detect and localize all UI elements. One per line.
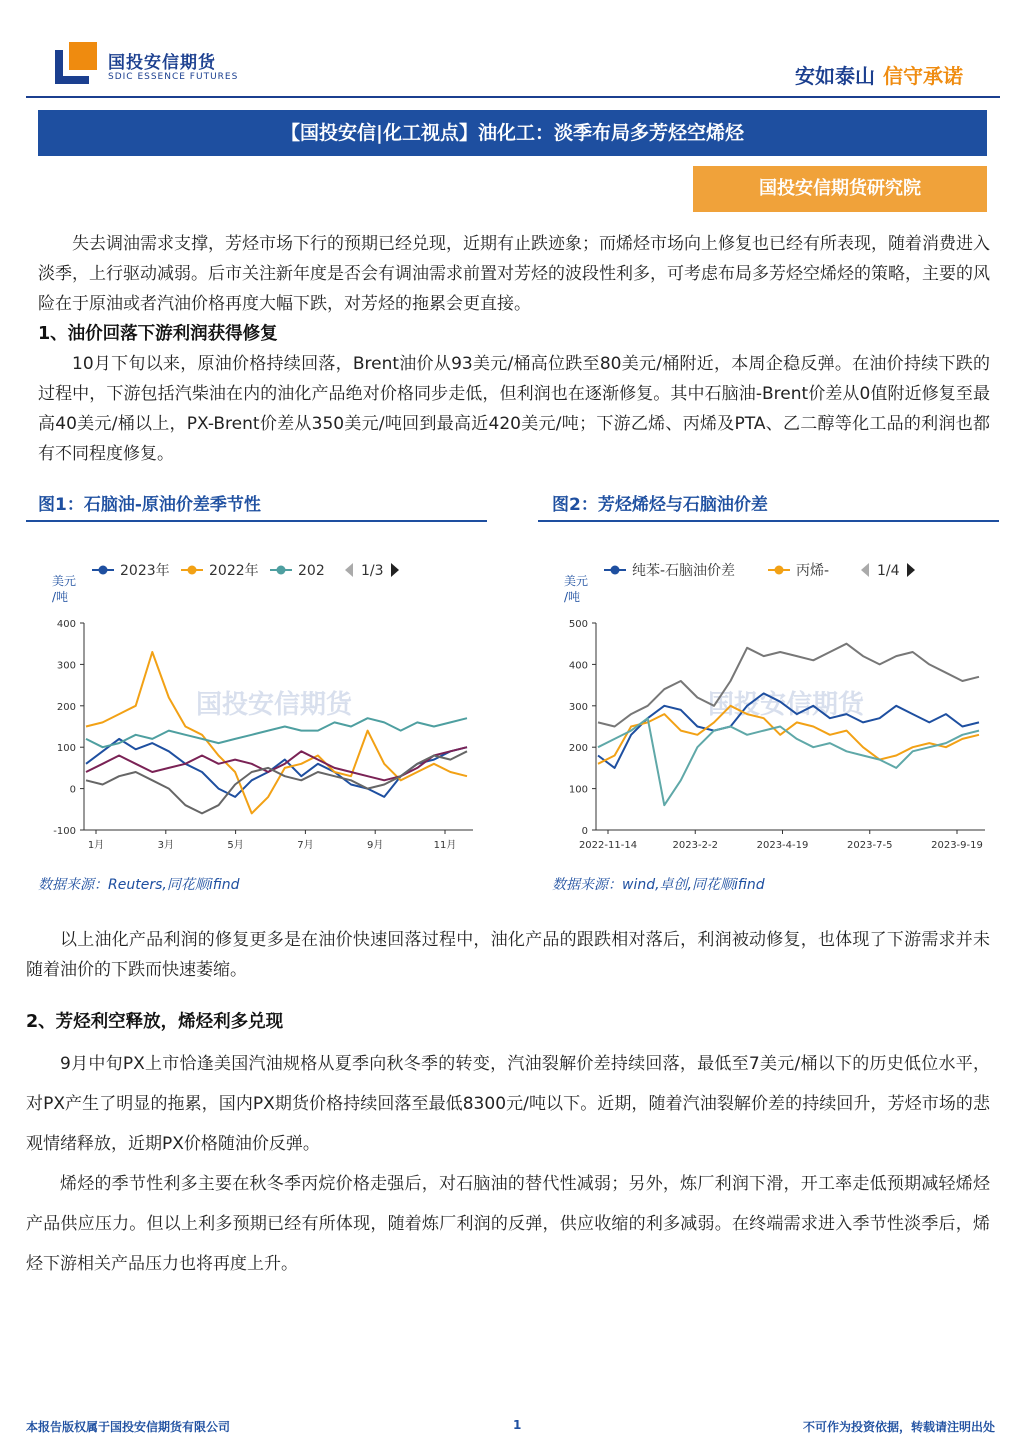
y-tick-label: 200	[56, 701, 76, 713]
y-tick-label: 100	[56, 743, 76, 755]
legend-marker	[611, 566, 620, 575]
x-tick-label: 2023-7-5	[847, 840, 893, 851]
y-unit-label: 美元	[564, 574, 589, 588]
y-tick-label: 300	[56, 660, 76, 672]
org-badge: 国投安信期货研究院	[693, 166, 987, 212]
pager-prev-icon	[345, 563, 353, 577]
x-tick-label: 2023-2-2	[672, 840, 718, 851]
figure1-title: 图1：石脑油-原油价差季节性	[38, 495, 261, 515]
pager-prev-icon	[861, 563, 869, 577]
footer-copyright: 本报告版权属于国投安信期货有限公司	[26, 1420, 231, 1434]
y-unit-label: 美元	[52, 574, 77, 588]
report-title: 【国投安信|化工视点】油化工：淡季布局多芳烃空烯烃	[38, 110, 987, 156]
pager-next-icon	[907, 563, 915, 577]
y-tick-label: 0	[581, 826, 588, 837]
legend-marker	[188, 566, 197, 575]
slogan	[795, 60, 963, 89]
y-tick-label: 500	[568, 619, 588, 630]
y-tick-label: 400	[568, 660, 588, 672]
figure2-rule	[538, 520, 999, 522]
figure2-source: 数据来源：wind,卓创,同花顺ifind	[552, 877, 765, 893]
legend-marker	[775, 566, 784, 575]
x-tick-label: 2023-9-19	[931, 840, 983, 851]
logo-subtext: SDIC ESSENCE FUTURES	[108, 72, 239, 82]
figure2-title: 图2：芳烃烯烃与石脑油价差	[552, 495, 768, 515]
legend-label: 2023年	[120, 563, 170, 579]
section1-paragraph: 10月下旬以来，原油价格持续回落，Brent油价从93美元/桶高位跌至80美元/桶附近，本周企稳反弹。在油价持续下跌的过程中，下游包括汽柴油在内的油化产品绝对价格同步走低，但利润也在逐渐修复。其中石脑油-Brent价差从0值附近修复至最高40美元/桶以上，PX-Brent价差从350美元/吨回到最高近420美元/吨；下游乙烯、丙烯及PTA、乙二醇等化工品的利润也都有不同程度修复。	[38, 354, 990, 464]
footer-disclaimer: 不可作为投资依据，转载请注明出处	[802, 1420, 995, 1434]
y-unit-label: /吨	[52, 590, 69, 604]
section2-paragraph1: 9月中旬PX上市恰逢美国汽油规格从夏季向秋冬季的转变，汽油裂解价差持续回落，最低至7美元/桶以下的历史低位水平，对PX产生了明显的拖累，国内PX期货价格持续回落至最低8300元/吨以下。近期，随着汽油裂解价差的持续回升，芳烃市场的悲观情绪释放，近期PX价格随油价反弹。	[26, 1054, 990, 1154]
watermark: 国投安信期货	[196, 690, 353, 720]
legend-label: 丙烯-	[796, 563, 830, 579]
slogan-part2: 信守承诺	[883, 64, 963, 88]
y-tick-label: 400	[56, 619, 76, 630]
logo-icon	[55, 42, 97, 84]
section2-heading: 2、芳烃利空释放，烯烃利多兑现	[26, 1012, 284, 1032]
header-divider	[26, 96, 1000, 98]
y-tick-label: 300	[568, 701, 588, 713]
legend-marker	[277, 566, 286, 575]
chart-aromatics-olefins-spread	[538, 545, 999, 865]
logo-text: 国投安信期货	[108, 53, 216, 73]
legend-label: 纯苯-石脑油价差	[632, 563, 736, 579]
legend-label: 202	[298, 563, 325, 579]
watermark: 国投安信期货	[708, 690, 865, 720]
section2-paragraph2: 烯烃的季节性利多主要在秋冬季丙烷价格走强后，对石脑油的替代性减弱；另外，炼厂利润下滑，开工率走低预期减轻烯烃产品供应压力。但以上利多预期已经有所体现，随着炼厂利润的反弹，供应收缩的利多减弱。在终端需求进入季节性淡季后，烯烃下游相关产品压力也将再度上升。	[26, 1174, 990, 1274]
series-line	[86, 652, 467, 813]
x-tick-label: 9月	[367, 840, 384, 851]
series-line	[86, 718, 467, 747]
x-tick-label: 5月	[227, 840, 244, 851]
x-tick-label: 11月	[433, 840, 457, 851]
figure1-rule	[26, 520, 487, 522]
page-number: 1	[513, 1418, 522, 1432]
x-tick-label: 1月	[87, 840, 105, 851]
legend-pager: 1/3	[361, 563, 384, 579]
y-tick-label: 100	[568, 784, 588, 796]
y-tick-label: 200	[568, 743, 588, 755]
x-tick-label: 3月	[157, 840, 174, 851]
legend-pager: 1/4	[877, 563, 900, 579]
x-tick-label: 2022-11-14	[578, 840, 638, 851]
y-tick-label: 0	[69, 784, 76, 796]
chart-naphtha-crude-spread	[26, 545, 487, 865]
y-tick-label: -100	[53, 826, 76, 837]
intro-paragraph: 失去调油需求支撑，芳烃市场下行的预期已经兑现，近期有止跌迹象；而烯烃市场向上修复也已经有所表现，随着消费进入淡季，上行驱动减弱。后市关注新年度是否会有调油需求前置对芳烃的波段性利多，可考虑布局多芳烃空烯烃的策略，主要的风险在于原油或者汽油价格再度大幅下跌，对芳烃的拖累会更直接。	[38, 234, 990, 314]
pager-next-icon	[391, 563, 399, 577]
y-unit-label: /吨	[564, 590, 581, 604]
legend-label: 2022年	[209, 563, 259, 579]
figure1-source: 数据来源：Reuters,同花顺ifind	[38, 877, 240, 893]
section1-heading: 1、油价回落下游利润获得修复	[38, 324, 278, 344]
x-tick-label: 7月	[297, 840, 314, 851]
series-line	[598, 718, 979, 805]
slogan-part1: 安如泰山	[795, 64, 875, 88]
x-tick-label: 2023-4-19	[756, 840, 809, 851]
after-figures-paragraph: 以上油化产品利润的修复更多是在油价快速回落过程中，油化产品的跟跌相对落后，利润被动修复，也体现了下游需求并未随着油价的下跌而快速萎缩。	[26, 930, 990, 980]
legend-marker	[99, 566, 108, 575]
